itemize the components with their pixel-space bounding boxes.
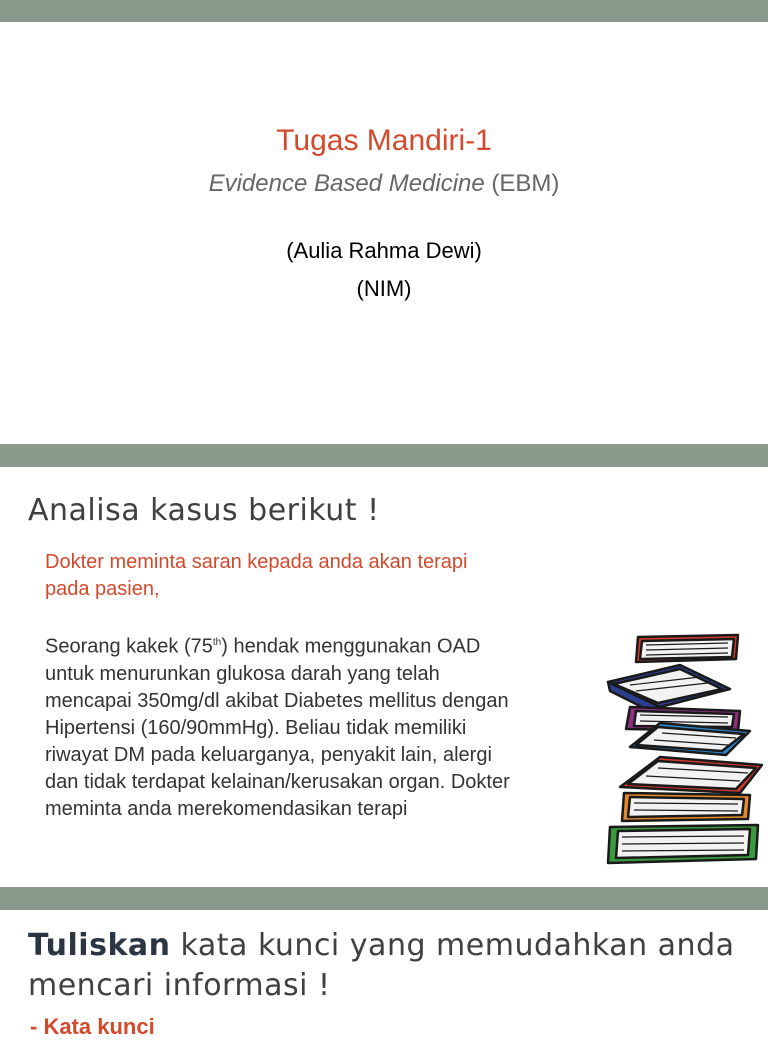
slide-separator-top [0,0,768,22]
slide-separator-2 [0,887,768,910]
slide-title[interactable] [0,22,768,444]
subtitle-rest: (EBM) [484,170,560,197]
book-stack-illustration [600,627,770,867]
slide-separator-1 [0,444,768,467]
student-name: (Aulia Rahma Dewi) [286,238,482,263]
case-request [45,549,525,603]
keywords-heading-rest: kata kunci yang memudahkan anda mencari informasi ! [28,928,735,1003]
case-text-rest: ) hendak menggunakan OAD untuk menurunkan glukosa darah yang telah mencapai 350mg/dl akibat Diabetes mellitus dengan Hipertensi (160/90mmHg). Beliau tidak memiliki riwayat DM pada keluarganya, penyakit lain, alergi dan tidak terdapat kelainan/kerusakan organ. Dokter meminta anda merekomendasikan terapi [45,635,510,820]
case-request-line-2: pada pasien, [45,578,160,600]
book-icon [622,793,750,821]
slide-case[interactable] [0,467,768,887]
case-heading: Analisa kasus berikut ! [28,493,380,528]
book-icon [620,757,762,793]
keywords-heading-bold: Tuliskan [28,928,171,963]
case-request-line-1: Dokter meminta saran kepada anda akan terapi [45,551,468,573]
student-nim: (NIM) [356,276,412,301]
case-text-start: Seorang kakek (75 [45,635,213,658]
case-description [45,629,525,823]
case-superscript: th [212,637,222,648]
slide-keywords[interactable] [0,910,768,1039]
slide-subtitle [0,170,768,198]
book-icon [636,635,738,662]
keywords-list: - Kata kunci [30,1014,155,1039]
book-icon [608,825,758,863]
slide-title-heading: Tugas Mandiri-1 [276,124,492,157]
keywords-heading [28,926,748,1006]
subtitle-italic: Evidence Based Medicine [208,170,485,197]
